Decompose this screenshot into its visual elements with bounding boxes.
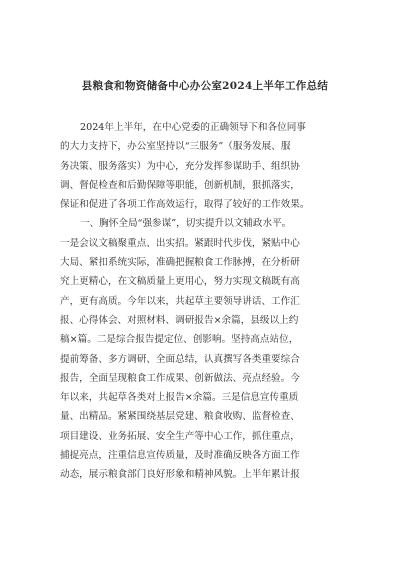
paragraph-line: 究上更精心，在文稿质量上更用心，努力实现文稿既有高	[60, 276, 300, 288]
document-title: 县粮食和物资储备中心办公室2024上半年工作总结	[81, 80, 329, 92]
paragraph-line: 提前筹备、多方调研、全面总结，认真撰写各类重要综合	[60, 353, 300, 365]
document-body	[60, 118, 356, 485]
paragraph-line: 项目建设、业务拓展、安全生产等中心工作，抓住重点，	[60, 430, 300, 442]
paragraph-line: 报、心得体会、对照材料、调研报告×余篇，县级以上约	[60, 314, 299, 326]
paragraph-line: 大局、紧扣系统实际，准确把握粮食工作脉搏，在分析研	[60, 257, 300, 269]
paragraph-line: 2024年上半年，在中心党委的正确领导下和各位同事	[80, 122, 306, 133]
paragraph-line: 产，更有高质。今年以来，共起草主要领导讲话、工作汇	[60, 295, 300, 307]
paragraph-line: 一是会议文稿聚重点、出实招。紧跟时代步伐，紧贴中心	[60, 237, 300, 249]
paragraph-line: 稿×篇。二是综合报告提定位、创影响。坚持高点站位，	[60, 334, 299, 346]
paragraph-line: 务决策、服务落实）为中心，充分发挥参谋助手、组织协	[60, 160, 300, 172]
paragraph-line: 捕捉亮点，注重信息宣传质量，及时准确反映各方面工作	[60, 450, 300, 462]
paragraph-line: 保证和促进了各项工作高效运行，取得了较好的工作效果。	[60, 199, 310, 211]
paragraph-line: 的大力支持下，办公室坚持以“三服务”（服务发展、服	[60, 141, 291, 153]
paragraph-line: 量、出精品。紧紧围绕基层党建、粮食收购、监督检查、	[60, 411, 300, 423]
paragraph-line: 调、督促检查和后勤保障等职能，创新机制，狠抓落实，	[60, 179, 300, 191]
section-heading: 一、胸怀全局“强参谋”，切实提升以文辅政水平。	[80, 218, 292, 230]
paragraph-line: 年以来，共起草各类对上报告×余篇。三是信息宣传重质	[60, 392, 299, 404]
paragraph-line: 动态，展示粮食部门良好形象和精神风貌。上半年累计报	[60, 469, 300, 481]
paragraph-line: 报告，全面呈现粮食工作成果、创新做法、亮点经验。今	[60, 372, 300, 384]
